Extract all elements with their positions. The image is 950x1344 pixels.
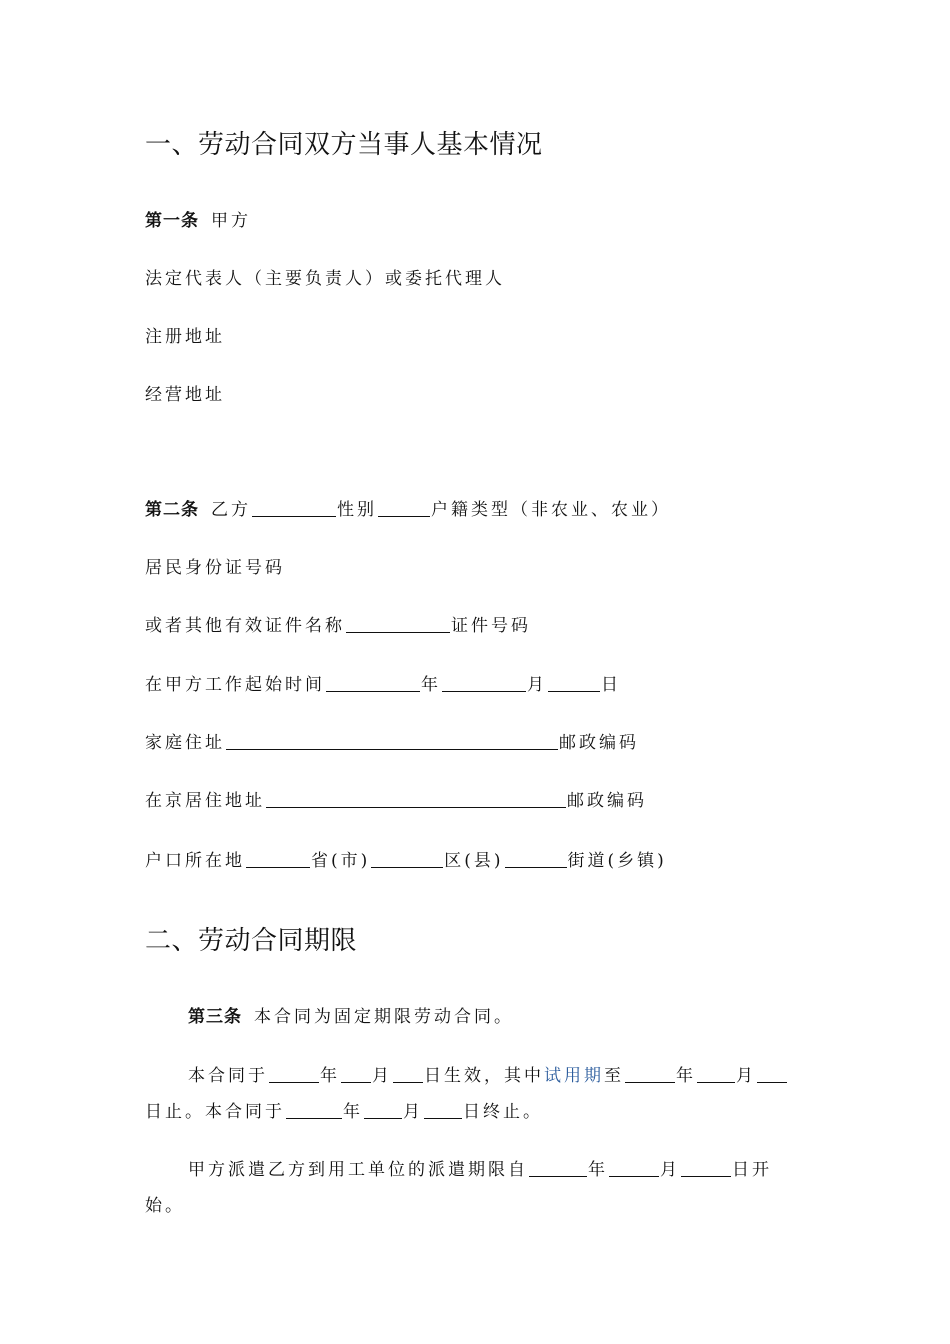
start-year-blank[interactable]: [326, 674, 420, 692]
article3-line: [188, 1006, 514, 1028]
dispatch-day-blank[interactable]: [681, 1159, 731, 1177]
party-b-name-blank[interactable]: [252, 499, 336, 517]
probation-year-blank[interactable]: [625, 1065, 675, 1083]
dispatch-month-blank[interactable]: [609, 1159, 659, 1177]
other-id-line: [145, 615, 531, 637]
party-b-label: 乙方: [211, 500, 251, 520]
start-time-line: [145, 674, 621, 696]
dispatch-prefix: 甲方派遣乙方到用工单位的派遣期限自: [188, 1160, 528, 1180]
probation-month-blank[interactable]: [697, 1065, 735, 1083]
home-postcode-label: 邮政编码: [559, 733, 639, 753]
legal-rep-line: 法定代表人（主要负责人）或委托代理人: [145, 269, 505, 289]
district-label: 区(县): [444, 851, 504, 871]
start-year-label: 年: [421, 675, 441, 695]
section1-heading: 一、劳动合同双方当事人基本情况: [145, 130, 543, 160]
business-address-line: 经营地址: [145, 385, 225, 405]
article2-line: [145, 499, 671, 521]
street-label: 街道(乡镇): [567, 851, 667, 871]
effective-year-label: 年: [320, 1066, 340, 1086]
article1-label: 第一条: [145, 211, 199, 231]
effective-suffix: 日生效，其中: [424, 1066, 544, 1086]
beijing-address-label: 在京居住地址: [145, 791, 265, 811]
id-no-label: 证件号码: [451, 616, 531, 636]
province-blank[interactable]: [246, 850, 310, 868]
effective-year-blank[interactable]: [269, 1065, 319, 1083]
end-year-label: 年: [343, 1102, 363, 1122]
probation-year-label: 年: [676, 1066, 696, 1086]
dispatch-suffix: 日开: [732, 1160, 772, 1180]
article1-line: [145, 210, 251, 232]
dispatch-end-line: 始。: [145, 1196, 185, 1216]
article2-label: 第二条: [145, 500, 199, 520]
article3-text: 本合同为固定期限劳动合同。: [254, 1007, 514, 1027]
street-blank[interactable]: [505, 850, 567, 868]
home-address-line: [145, 732, 639, 754]
dispatch-year-blank[interactable]: [529, 1159, 587, 1177]
start-month-label: 月: [527, 675, 547, 695]
gender-label: 性别: [337, 500, 377, 520]
section2-heading: 二、劳动合同期限: [145, 926, 358, 956]
home-address-blank[interactable]: [226, 732, 558, 750]
dispatch-year-label: 年: [588, 1160, 608, 1180]
start-day-label: 日: [601, 675, 621, 695]
hukou-line: [145, 850, 667, 872]
end-prefix: 日止。本合同于: [145, 1102, 285, 1122]
probation-day-blank[interactable]: [757, 1065, 787, 1083]
effective-month-label: 月: [372, 1066, 392, 1086]
dispatch-month-label: 月: [660, 1160, 680, 1180]
beijing-postcode-label: 邮政编码: [567, 791, 647, 811]
gender-blank[interactable]: [378, 499, 430, 517]
probation-month-label: 月: [736, 1066, 756, 1086]
district-blank[interactable]: [371, 850, 443, 868]
other-id-name-blank[interactable]: [346, 615, 450, 633]
effective-month-blank[interactable]: [341, 1065, 371, 1083]
end-month-label: 月: [403, 1102, 423, 1122]
probation-to-label: 至: [604, 1066, 624, 1086]
effective-day-blank[interactable]: [393, 1065, 423, 1083]
dispatch-line: [188, 1159, 772, 1181]
other-id-label: 或者其他有效证件名称: [145, 616, 345, 636]
province-label: 省(市): [311, 851, 371, 871]
article3-label: 第三条: [188, 1007, 242, 1027]
start-day-blank[interactable]: [548, 674, 600, 692]
home-address-label: 家庭住址: [145, 733, 225, 753]
id-number-line: 居民身份证号码: [145, 558, 285, 578]
registered-address-line: 注册地址: [145, 327, 225, 347]
termination-line: [145, 1101, 543, 1123]
household-type-label: 户籍类型（非农业、农业）: [431, 500, 671, 520]
effective-prefix: 本合同于: [188, 1066, 268, 1086]
end-day-blank[interactable]: [424, 1101, 462, 1119]
end-year-blank[interactable]: [286, 1101, 342, 1119]
start-time-label: 在甲方工作起始时间: [145, 675, 325, 695]
effective-date-line: [188, 1065, 788, 1087]
beijing-address-blank[interactable]: [266, 790, 566, 808]
probation-link[interactable]: 试用期: [544, 1066, 604, 1086]
beijing-address-line: [145, 790, 647, 812]
end-suffix: 日终止。: [463, 1102, 543, 1122]
end-month-blank[interactable]: [364, 1101, 402, 1119]
start-month-blank[interactable]: [442, 674, 526, 692]
hukou-label: 户口所在地: [145, 851, 245, 871]
party-a-label: 甲方: [211, 211, 251, 231]
